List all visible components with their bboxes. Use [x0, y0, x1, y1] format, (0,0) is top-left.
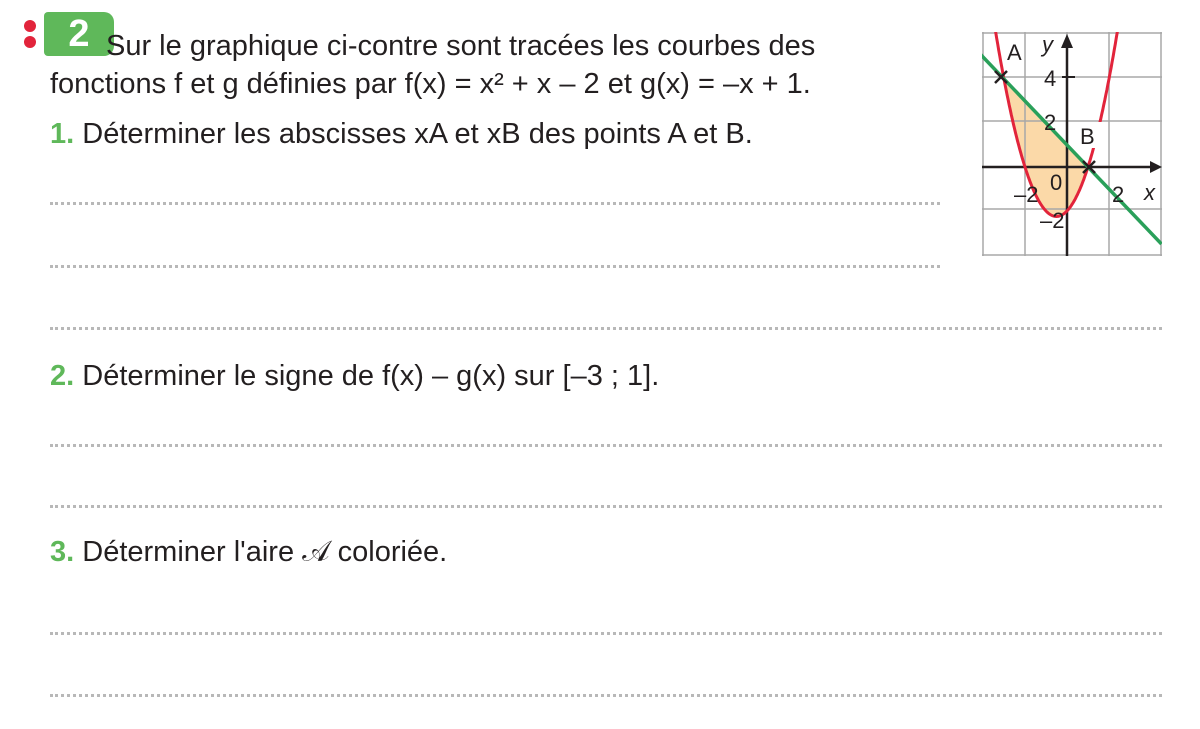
tick-y-4: 4 — [1044, 66, 1057, 91]
y-axis-label: y — [1042, 32, 1053, 57]
answer-line[interactable] — [50, 265, 940, 268]
intro-line-2: fonctions f et g définies par f(x) = x² + x – 2 et g(x) = –x + 1. — [50, 68, 811, 100]
question-2-text: Déterminer le signe de f(x) – g(x) sur [–3 ; 1]. — [82, 360, 660, 392]
origin-label: 0 — [1050, 170, 1063, 195]
exercise-number: 2 — [44, 12, 114, 56]
grid — [982, 32, 1162, 256]
question-3 — [50, 534, 447, 570]
tick-x-minus-2: –2 — [1014, 182, 1039, 207]
function-graph — [982, 32, 1162, 256]
answer-line[interactable] — [50, 444, 1162, 447]
question-1-text: Déterminer les abscisses xA et xB des points A et B. — [82, 118, 753, 150]
x-axis-arrow — [1150, 161, 1162, 173]
question-1-number: 1. — [50, 118, 75, 150]
exercise-badge — [20, 12, 96, 56]
answer-line[interactable] — [50, 632, 1162, 635]
question-3-text: Déterminer l'aire 𝒜 coloriée. — [82, 536, 448, 568]
question-3-number: 3. — [50, 536, 75, 568]
tick-y-2: 2 — [1044, 110, 1057, 135]
answer-line[interactable] — [50, 202, 940, 205]
y-axis-arrow — [1061, 34, 1073, 48]
tick-x-2: 2 — [1112, 182, 1125, 207]
tick-y-minus-2: –2 — [1040, 208, 1065, 233]
line-g — [982, 46, 1162, 244]
intro-line-1: Sur le graphique ci-contre sont tracées les courbes des — [106, 30, 816, 62]
x-axis-label: x — [1144, 180, 1155, 205]
question-2-number: 2. — [50, 360, 75, 392]
question-2 — [50, 358, 659, 394]
answer-line[interactable] — [50, 327, 1162, 330]
question-1 — [50, 116, 753, 152]
badge-dots — [20, 12, 44, 56]
answer-line[interactable] — [50, 694, 1162, 697]
point-b-label: B — [1080, 124, 1095, 149]
point-a-label: A — [1007, 40, 1022, 65]
answer-line[interactable] — [50, 505, 1162, 508]
